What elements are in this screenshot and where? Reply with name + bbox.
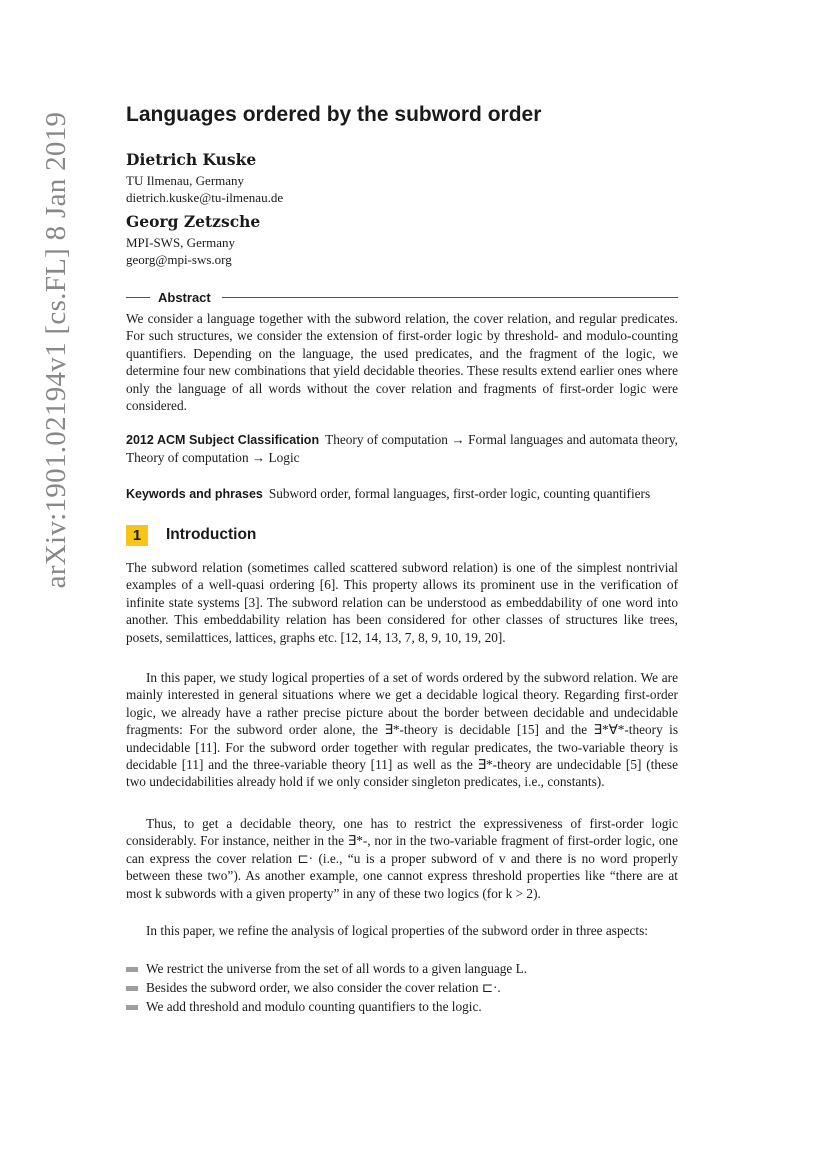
author-block-2 [126, 212, 260, 268]
author-block-1 [126, 150, 283, 206]
acm-classification [126, 431, 678, 467]
author-name: Dietrich Kuske [126, 150, 257, 169]
bullet-marker [126, 1005, 138, 1010]
keywords [126, 485, 678, 503]
list-item-text: Besides the subword order, we also consider the cover relation ⊏·. [146, 980, 501, 995]
rule-right [222, 297, 678, 298]
list-item [126, 978, 678, 997]
list-item-text: We restrict the universe from the set of all words to a given language L. [146, 961, 528, 976]
acm-text: Theory of computation → Formal languages and automata theory, Theory of computation → Logic [126, 432, 678, 466]
bullet-marker [126, 967, 138, 972]
keywords-text: Subword order, formal languages, first-order logic, counting quantifiers [268, 486, 651, 501]
author-affiliation: TU Ilmenau, Germany [126, 173, 245, 188]
intro-paragraph-4: In this paper, we refine the analysis of logical properties of the subword order in three aspects: [146, 923, 648, 938]
arxiv-identifier: arXiv:1901.02194v1 [cs.FL] 8 Jan 2019 [40, 111, 72, 589]
aspect-list [126, 959, 678, 1016]
author-name: Georg Zetzsche [126, 212, 261, 231]
author-email: georg@mpi-sws.org [126, 252, 232, 267]
paper-title: Languages ordered by the subword order [126, 103, 542, 126]
author-affiliation: MPI-SWS, Germany [126, 235, 236, 250]
keywords-label: Keywords and phrases [126, 487, 263, 501]
section-heading [126, 524, 256, 546]
list-item [126, 959, 678, 978]
section-title: Introduction [166, 526, 257, 543]
list-item-text: We add threshold and modulo counting quantifiers to the logic. [146, 999, 482, 1014]
intro-paragraph-1: The subword relation (sometimes called scattered subword relation) is one of the simplest nontrivial examples of a well-quasi ordering [6]. This property allows its prominent use in the verification of infinite state systems [3]. The subword relation can be understood as embeddability of one word into another. This embeddability relation has been considered for other classes of structures like trees, posets, semilattices, lattices, graphs etc. [12, 14, 13, 7, 8, 9, 10, 19, 20]. [126, 560, 678, 645]
list-item [126, 997, 678, 1016]
abstract-label: Abstract [158, 290, 211, 305]
intro-paragraph-3: Thus, to get a decidable theory, one has to restrict the expressiveness of first-order logic considerably. For instance, neither in the ∃*-, nor in the two-variable fragment of first-order logic, one can express the cover relation ⊏· (i.e., “u is a proper subword of v and there is no word properly between these two”). As another example, one cannot express threshold properties like “there are at most k subwords with a given property” in any of these two logics (for k > 2). [126, 816, 678, 901]
bullet-marker [126, 986, 138, 991]
acm-label: 2012 ACM Subject Classification [126, 433, 320, 447]
abstract-text: We consider a language together with the subword relation, the cover relation, and regular predicates. For such structures, we consider the extension of first-order logic by threshold- and modulo-counting quantifiers. Depending on the language, the used predicates, and the fragment of the logic, we determine four new combinations that yield decidable theories. These results extend earlier ones where only the language of all words without the cover relation and fragments of first-order logic were considered. [126, 311, 678, 414]
author-email: dietrich.kuske@tu-ilmenau.de [126, 190, 284, 205]
intro-paragraph-2: In this paper, we study logical properties of a set of words ordered by the subword relation. We are mainly interested in general situations where we get a decidable logical theory. Regarding first-order logic, we already have a rather precise picture about the border between decidable and undecidable fragments: For the subword order alone, the ∃*-theory is decidable [15] and the ∃*∀*-theory is undecidable [11]. For the subword order together with regular predicates, the two-variable theory is decidable [11] and the three-variable theory [11] as well as the ∃*-theory are undecidable [5] (these two undecidabilities already hold if we only consider singleton predicates, i.e., constants). [126, 670, 678, 790]
rule-left [126, 297, 150, 298]
abstract-heading [126, 290, 678, 304]
section-number: 1 [126, 525, 148, 546]
